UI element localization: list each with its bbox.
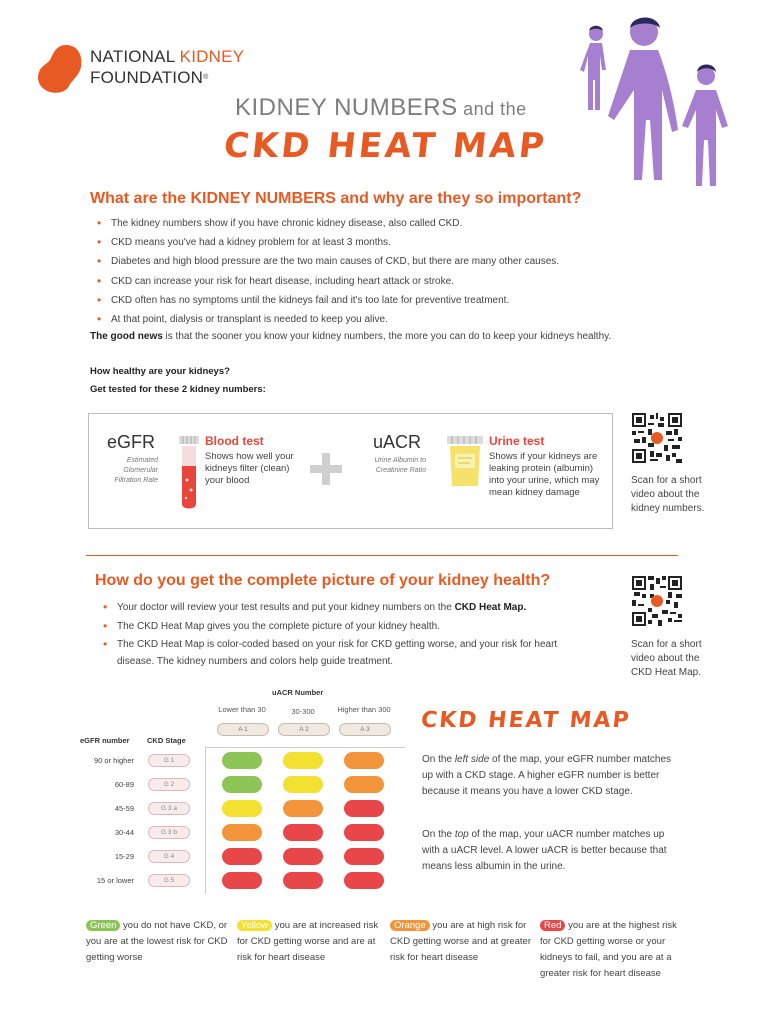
scan-caption-kidney-numbers: Scan for a short video about the kidney numbers. <box>631 475 705 514</box>
heatmap-cell-yellow <box>222 800 262 817</box>
heatmap-cell-red <box>344 824 384 841</box>
good-news-rest: is that the sooner you know your kidney numbers, the more you can do to keep your kidneys healthy. <box>162 331 612 342</box>
page-title <box>235 94 527 122</box>
plus-icon <box>310 453 342 485</box>
logo-foundation: FOUNDATION <box>90 68 204 87</box>
egfr-row-label: 90 or higher <box>93 756 134 765</box>
heatmap-cell-orange <box>344 776 384 793</box>
list-item: • The CKD Heat Map is color-coded based on your risk for CKD getting worse, and your risk for heart disease. The kidney numbers and colors help guide treatment. <box>96 636 596 670</box>
legend-orange-tag: Orange <box>390 920 430 931</box>
uacr-range-a1: Lower than 30 <box>218 705 266 714</box>
egfr-row-label: 45-59 <box>114 804 134 813</box>
ckd-stage-pill: G 3 b <box>148 826 190 839</box>
ckd-stage-pill: G 2 <box>148 778 190 791</box>
uacr-subtitle: Urine Albumin to Creatinine Ratio <box>374 457 426 474</box>
urine-test-title: Urine test <box>489 434 545 448</box>
egfr-title: eGFR <box>107 432 156 452</box>
p1-emphasis: left side <box>454 754 490 765</box>
section1-heading: What are the KIDNEY NUMBERS and why are they so important? <box>90 190 582 207</box>
heatmap-cell-red <box>283 824 323 841</box>
legend-yellow-tag: Yellow <box>237 920 272 931</box>
heatmap-cell-red <box>222 848 262 865</box>
list-item: • CKD can increase your risk for heart disease, including heart attack or stroke. <box>90 272 650 291</box>
family-illustration <box>570 10 746 190</box>
legend-orange-text: you are at high risk for CKD getting worse and at greater risk for heart disease <box>390 920 531 963</box>
list-item: • At that point, dialysis or transplant is needed to keep you alive. <box>90 310 650 329</box>
heatmap-cell-yellow <box>283 776 323 793</box>
p2-text-a: On the <box>422 829 455 840</box>
heatmap-cell-yellow <box>283 752 323 769</box>
list-item <box>96 598 596 617</box>
heatmap-cell-red <box>222 872 262 889</box>
kidney-logo-icon <box>36 42 84 94</box>
heatmap-cell-red <box>344 848 384 865</box>
heat-map-top-explanation <box>422 827 672 875</box>
list-item: • The CKD Heat Map gives you the complete picture of your kidney health. <box>96 617 596 636</box>
legend-green <box>86 918 231 966</box>
urine-cup-icon <box>446 436 484 488</box>
uacr-level-a3: A 3 <box>339 723 391 736</box>
legend-green-text: you do not have CKD, or you are at the lowest risk for CKD getting worse <box>86 920 228 963</box>
qr-code-icon[interactable] <box>632 576 682 626</box>
heatmap-cell-orange <box>222 824 262 841</box>
heat-map-title: CKD HEAT MAP <box>419 708 632 733</box>
heatmap-cell-red <box>283 848 323 865</box>
uacr-range-a3: Higher than 300 <box>337 705 391 714</box>
good-news-bold: The good news <box>90 331 163 342</box>
egfr-row-label: 15 or lower <box>96 876 134 885</box>
bullet1-bold: CKD Heat Map. <box>454 602 527 613</box>
ckd-stage-pill: G 4 <box>148 850 190 863</box>
section-divider <box>86 555 678 556</box>
bullet1-text: Your doctor will review your test results and put your kidney numbers on the <box>117 602 455 613</box>
egfr-row-label: 60-89 <box>114 780 134 789</box>
legend-red <box>540 918 685 982</box>
logo-kidney: KIDNEY <box>179 47 245 66</box>
legend-orange <box>390 918 535 966</box>
list-item: • Diabetes and high blood pressure are the two main causes of CKD, but there are many other causes. <box>90 252 650 271</box>
question-text: How healthy are your kidneys? <box>90 366 230 377</box>
p1-text-b: of the map, your eGFR number matches up with a CKD stage. A higher eGFR number is better because it means you have a lower CKD stage. <box>422 754 672 797</box>
list-item: • CKD means you've had a kidney problem for at least 3 months. <box>90 233 650 252</box>
heatmap-axis-horizontal <box>205 747 405 748</box>
uacr-level-a1: A 1 <box>217 723 269 736</box>
scan-caption-heat-map: Scan for a short video about the CKD Heat Map. <box>631 639 702 678</box>
page-subtitle: CKD HEAT MAP <box>221 126 549 166</box>
legend-yellow-text: you are at increased risk for CKD getting worse and are at risk for heart disease <box>237 920 379 963</box>
egfr-row-label: 30-44 <box>114 828 134 837</box>
urine-test-description: Shows if your kidneys are leaking protein (albumin) into your urine, which may mean kidney damage <box>489 451 600 498</box>
blood-test-description: Shows how well your kidneys filter (clean) your blood <box>205 451 294 486</box>
heatmap-axis-vertical <box>205 748 206 894</box>
ckd-stage-pill: G 3 a <box>148 802 190 815</box>
p1-text-a: On the <box>422 754 455 765</box>
title-kidney-numbers: KIDNEY NUMBERS <box>235 94 458 121</box>
legend-yellow <box>237 918 382 966</box>
section1-bullet-list <box>90 214 650 329</box>
good-news-text <box>90 331 611 342</box>
p2-emphasis: top <box>454 829 469 840</box>
heatmap-cell-red <box>283 872 323 889</box>
heatmap-cell-green <box>222 752 262 769</box>
ckd-stage-pill: G 5 <box>148 874 190 887</box>
uacr-range-a2: 30-300 <box>291 707 315 716</box>
heatmap-cell-red <box>344 872 384 889</box>
ckd-stage-label: CKD Stage <box>147 736 186 745</box>
logo-wordmark <box>90 46 244 88</box>
heat-map-left-explanation <box>422 752 672 800</box>
blood-tube-icon <box>178 436 200 512</box>
blood-test-title: Blood test <box>205 434 264 448</box>
heatmap-cell-orange <box>344 752 384 769</box>
list-item: • CKD often has no symptoms until the kidneys fail and it's too late for preventive treatment. <box>90 291 650 310</box>
qr-code-icon[interactable] <box>632 413 682 463</box>
p2-text-b: of the map, your uACR number matches up with a uACR level. A lower uACR is better because that means less albumin in the urine. <box>422 829 667 872</box>
list-item: • The kidney numbers show if you have chronic kidney disease, also called CKD. <box>90 214 650 233</box>
egfr-row-label: 15-29 <box>114 852 134 861</box>
legend-red-text: you are at the highest risk for CKD getting worse or your kidneys to fail, and you are at a greater risk for heart disease <box>540 920 677 979</box>
logo-national: NATIONAL <box>90 47 180 66</box>
heatmap-cell-red <box>344 800 384 817</box>
section2-heading: How do you get the complete picture of your kidney health? <box>95 572 551 589</box>
legend-red-tag: Red <box>540 920 565 931</box>
uacr-title: uACR <box>373 432 422 452</box>
heatmap-cell-green <box>222 776 262 793</box>
ckd-stage-pill: G 1 <box>148 754 190 767</box>
section2-bullet-list <box>96 598 596 670</box>
heatmap-cell-orange <box>283 800 323 817</box>
logo-registered: ® <box>203 74 209 81</box>
egfr-subtitle: Estimated Glomerular Filtration Rate <box>114 457 158 484</box>
uacr-level-a2: A 2 <box>278 723 330 736</box>
title-and-the: and the <box>457 99 527 119</box>
uacr-number-label: uACR Number <box>272 688 324 697</box>
instruction-text: Get tested for these 2 kidney numbers: <box>90 384 266 395</box>
egfr-number-label: eGFR number <box>80 736 130 745</box>
legend-green-tag: Green <box>86 920 120 931</box>
